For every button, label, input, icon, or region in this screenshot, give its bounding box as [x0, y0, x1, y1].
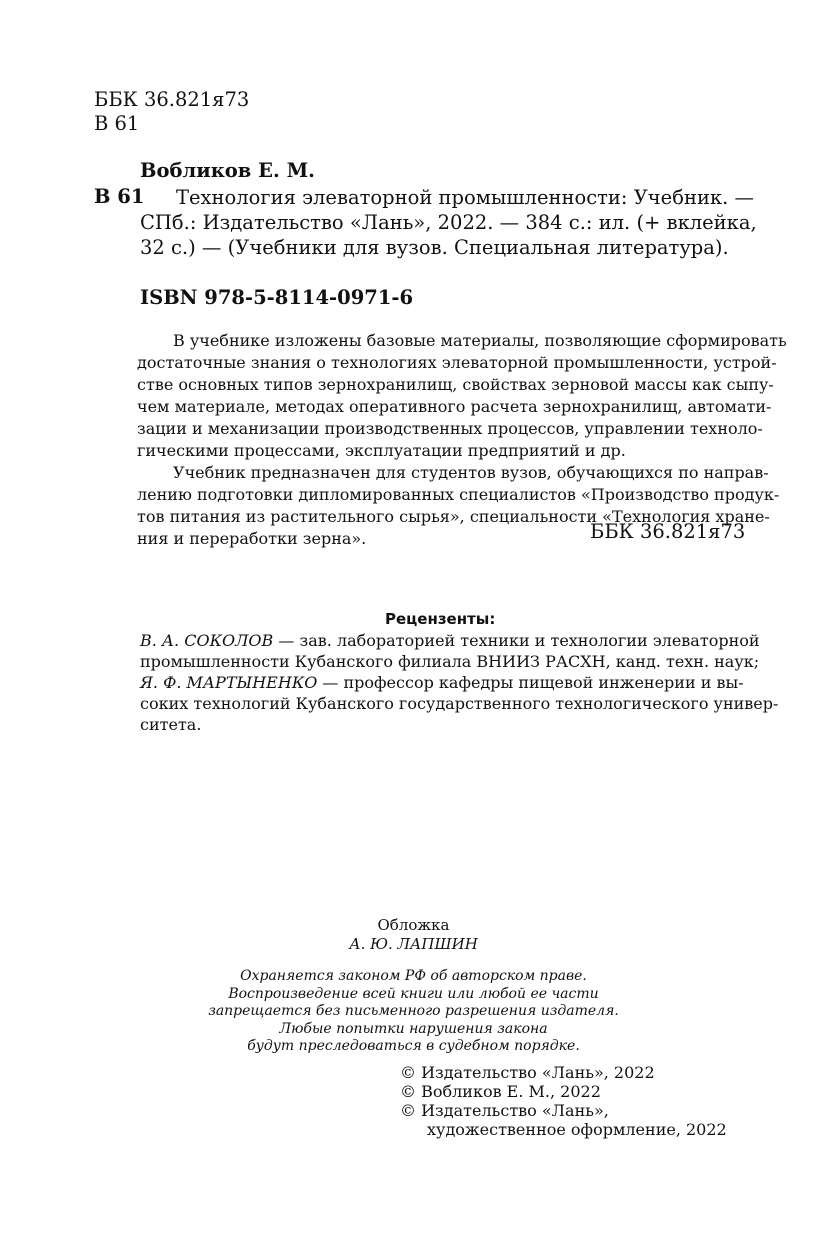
- reviewer-2-name: Я. Ф. МАРТЫНЕНКО: [140, 673, 318, 692]
- annotation-line: тов питания из растительного сырья», специальности «Технология хране-: [137, 507, 770, 526]
- title-line-2: СПб.: Издательство «Лань», 2022. — 384 с.: ил. (+ вклейка,: [140, 211, 757, 234]
- reviewers-list: [140, 630, 779, 735]
- reviewer-1-name: В. А. СОКОЛОВ: [140, 631, 274, 650]
- reviewer-1-line-2: промышленности Кубанского филиала ВНИИЗ РАСХН, канд. техн. наук;: [140, 652, 760, 671]
- reviewer-2-line-1: [140, 672, 747, 693]
- reviewers-heading: Рецензенты:: [385, 610, 496, 628]
- legal-line: Любые попытки нарушения закона: [279, 1020, 548, 1037]
- legal-line: будут преследоваться в судебном порядке.: [247, 1038, 580, 1054]
- reviewer-2-desc: — профессор кафедры пищевой инженерии и вы-: [317, 673, 744, 692]
- reviewer-2-line-2: соких технологий Кубанского государственного технологического универ-: [140, 694, 779, 713]
- title-line-3: 32 с.) — (Учебники для вузов. Специальная литература).: [140, 236, 729, 259]
- bbk-classification-header: [94, 88, 249, 136]
- copyright-notice: [0, 968, 827, 1056]
- copyright-line: © Издательство «Лань», 2022: [400, 1063, 655, 1082]
- bibliographic-description: [140, 185, 760, 260]
- legal-line: запрещается без письменного разрешения издателя.: [208, 1003, 619, 1019]
- legal-line: Охраняется законом РФ об авторском праве.: [240, 968, 587, 984]
- bbk-code-bottom: ББК 36.821я73: [590, 520, 746, 543]
- annotation-line: стве основных типов зернохранилищ, свойствах зерновой массы как сыпу-: [137, 375, 774, 394]
- legal-line: Воспроизведение всей книги или любой ее части: [228, 985, 599, 1002]
- annotation-line: ния и переработки зерна».: [137, 529, 367, 548]
- annotation: [137, 330, 787, 550]
- author-name: Вобликов Е. М.: [140, 159, 315, 182]
- copyright-line: художественное оформление, 2022: [427, 1120, 727, 1139]
- annotation-line: В учебнике изложены базовые материалы, позволяющие сформировать: [173, 331, 787, 350]
- annotation-line: зации и механизации производственных процессов, управлении техноло-: [137, 419, 763, 438]
- reviewer-1-line-1: [140, 630, 760, 651]
- bbk-code: ББК 36.821я73: [94, 88, 250, 111]
- copyright-line: © Издательство «Лань»,: [400, 1101, 609, 1120]
- annotation-line: чем материале, методах оперативного расчета зернохранилищ, автомати-: [137, 397, 772, 416]
- author-mark: В 61: [94, 112, 140, 135]
- author-mark-code: В 61: [94, 185, 145, 208]
- cover-label: Обложка: [377, 916, 450, 934]
- copyright-line: © Вобликов Е. М., 2022: [400, 1082, 601, 1101]
- annotation-line: лению подготовки дипломированных специалистов «Производство продук-: [137, 485, 780, 504]
- copyright-block: [400, 1063, 727, 1139]
- reviewer-1-desc: — зав. лабораторией техники и технологии элеваторной: [273, 631, 760, 650]
- title-line-1: Технология элеваторной промышленности: Учебник. —: [176, 186, 755, 209]
- annotation-line: гическими процессами, эксплуатации предприятий и др.: [137, 441, 626, 460]
- annotation-line: Учебник предназначен для студентов вузов, обучающихся по направ-: [173, 463, 769, 482]
- annotation-line: достаточные знания о технологиях элеваторной промышленности, устрой-: [137, 353, 777, 372]
- cover-designer: А. Ю. ЛАПШИН: [349, 935, 478, 953]
- reviewer-2-line-3: ситета.: [140, 715, 202, 734]
- isbn: ISBN 978-5-8114-0971-6: [140, 286, 414, 309]
